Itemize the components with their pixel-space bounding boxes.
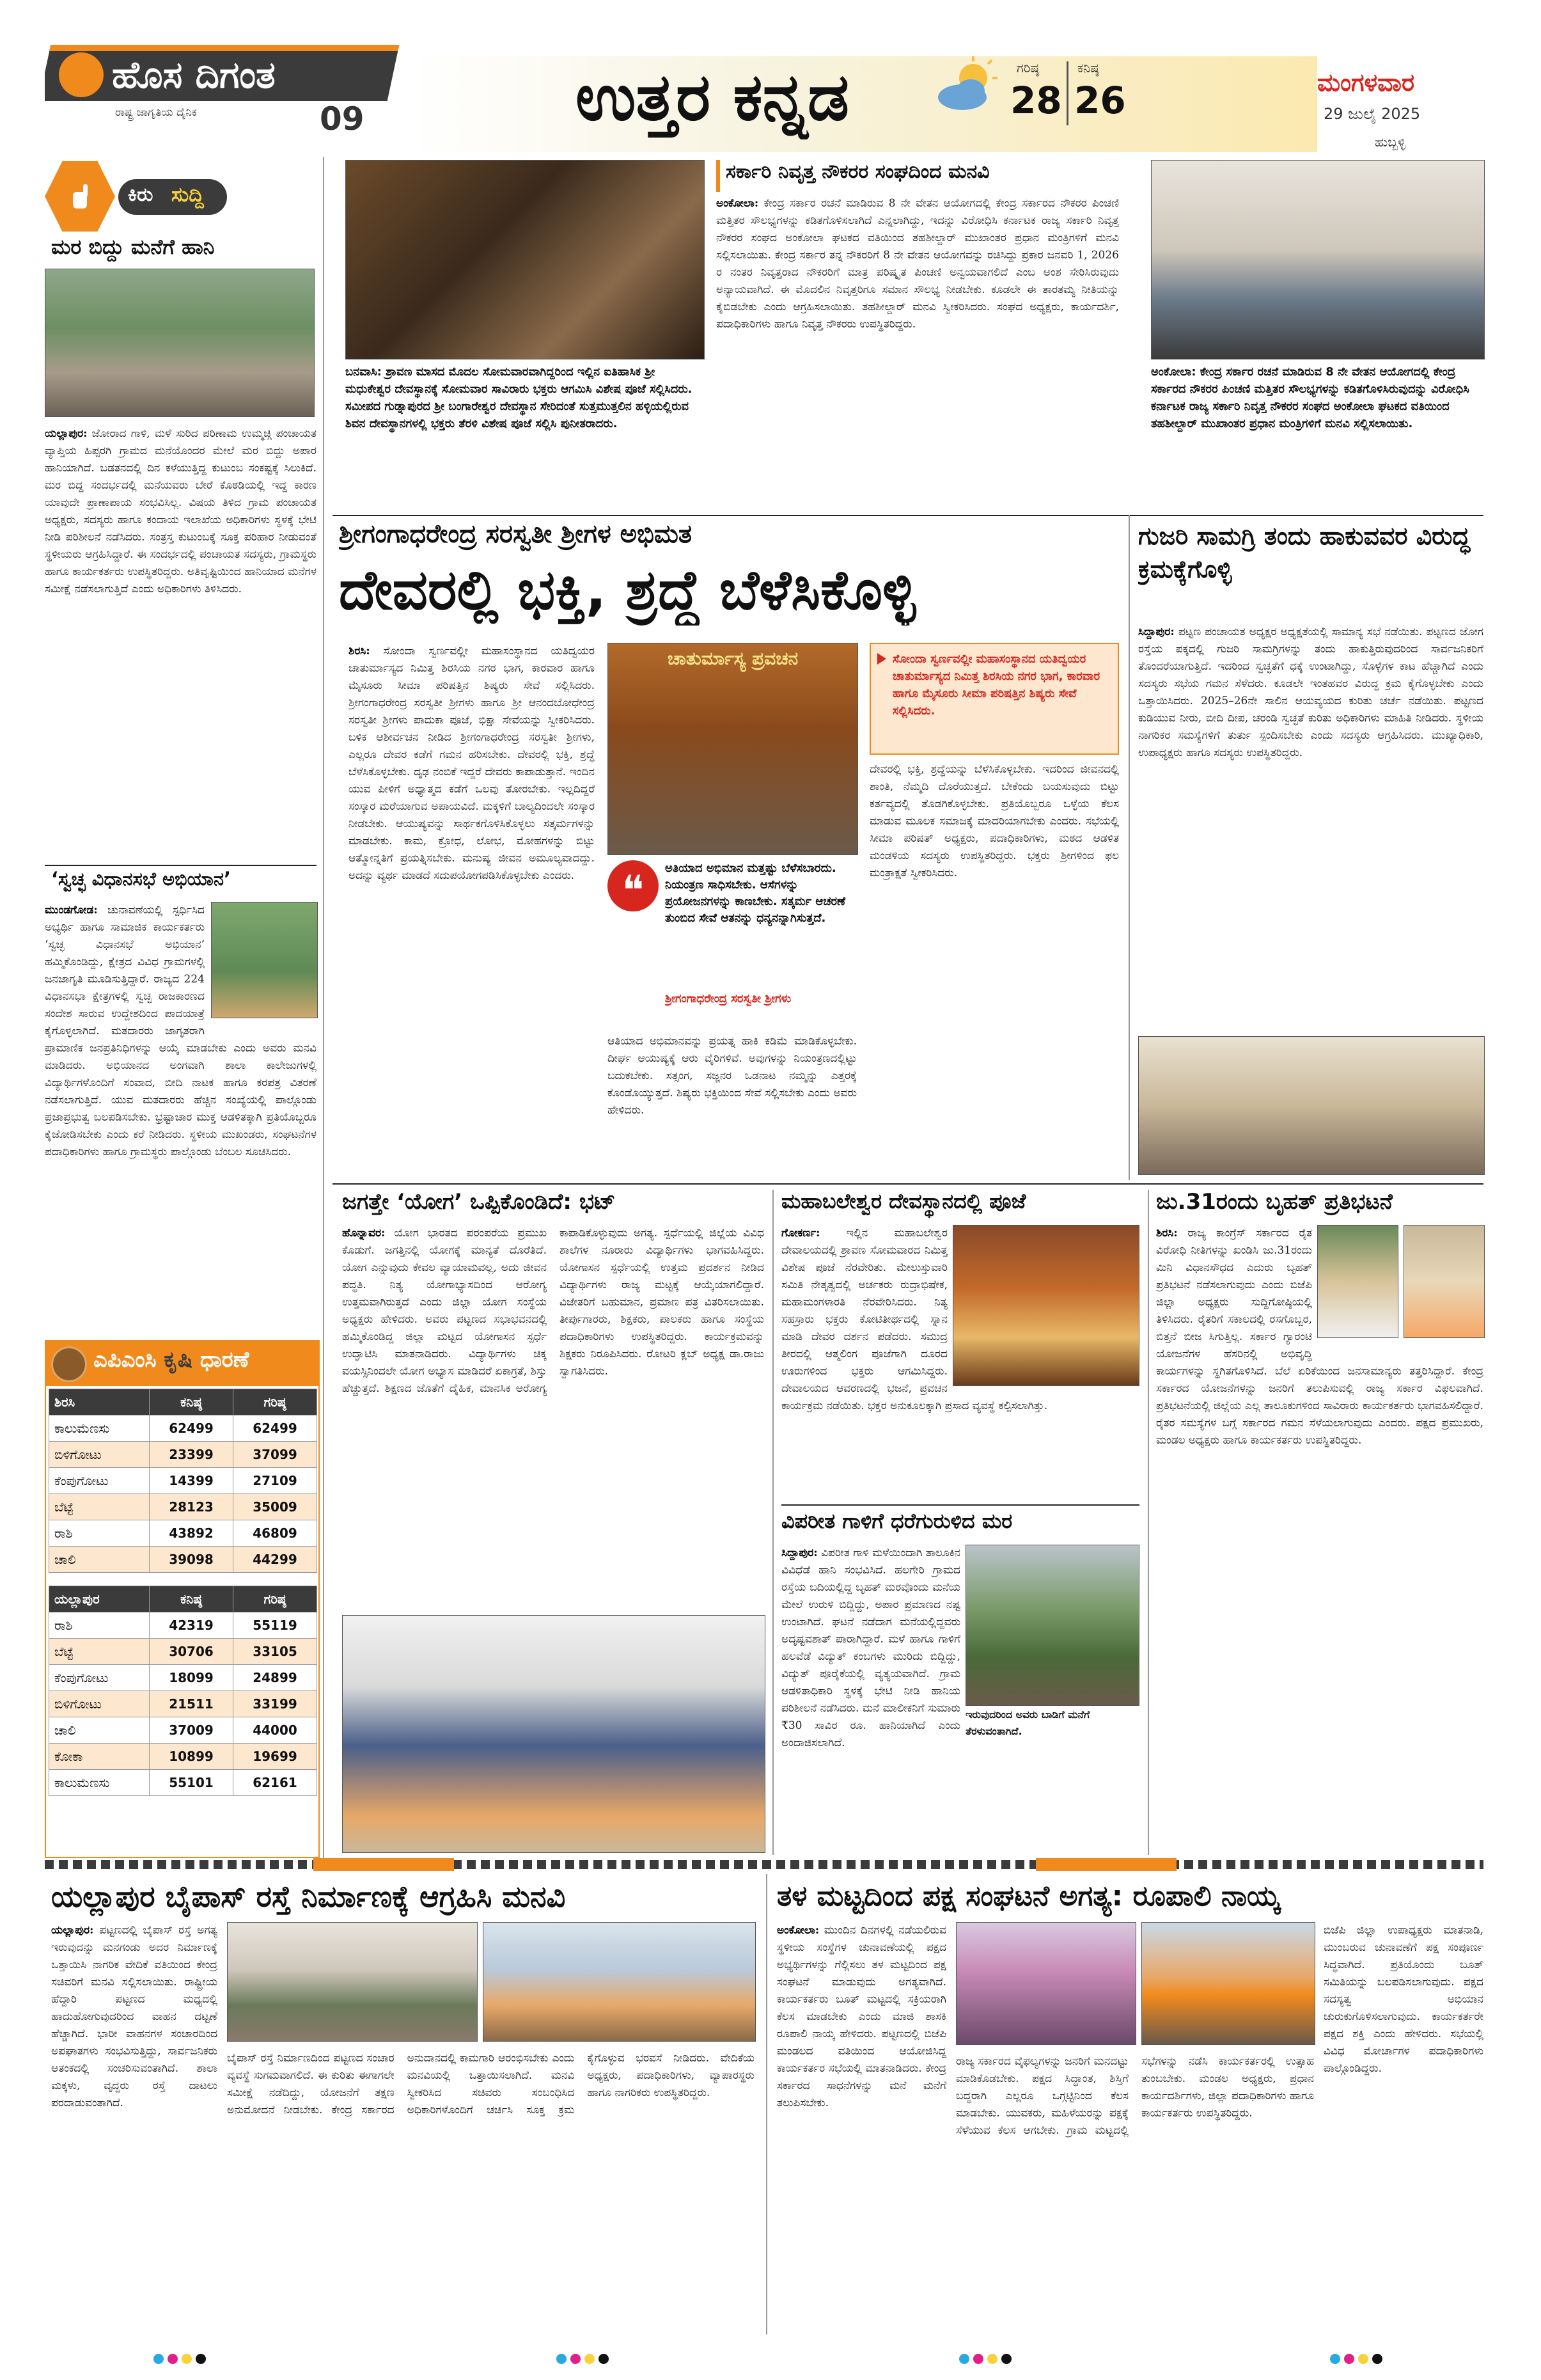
temp-min: 26: [1074, 79, 1126, 122]
apmc-title: ಎಪಿಎಂಸಿ ಕೃಷಿ ಧಾರಣೆ: [93, 1348, 249, 1373]
reg-dot: [959, 2354, 969, 2364]
column-rule-bottom: [766, 1874, 767, 2335]
apmc-box: [45, 1340, 320, 1858]
column-rule-mid3: [1148, 1190, 1149, 1855]
weekday: ಮಂಗಳವಾರ: [1317, 69, 1415, 97]
lead-quote-box: [607, 860, 857, 1027]
rupali-body-2: [956, 2053, 1314, 2331]
ankola-photo: [1151, 160, 1485, 359]
gujari-body: [1138, 624, 1483, 1027]
lead-body-2: [607, 1033, 857, 1148]
table-row: ಚಾಲಿ: [49, 1547, 150, 1573]
rupali-text-2: ರಾಜ್ಯ ಸರ್ಕಾರದ ವೈಫಲ್ಯಗಳನ್ನು ಜನರಿಗೆ ಮನದಟ್ಟು ಮಾಡಿಕೊಡಬೇಕು. ಪಕ್ಷದ ಸಿದ್ಧಾಂತ, ಶಿಸ್ತಿಗೆ ಬದ್ಧರಾಗಿ ಎಲ್ಲರೂ ಒಗ್ಗಟ್ಟಿನಿಂದ ಕೆಲಸ ಮಾಡಬೇಕು. ಯುವಕರು, ಮಹಿಳೆಯರನ್ನು ಪಕ್ಷಕ್ಕೆ ಸೆಳೆಯುವ ಕೆಲಸ ಆಗಬೇಕು. ಗ್ರಾಮ ಮಟ್ಟದಲ್ಲಿ ಸಭೆಗಳನ್ನು ನಡೆಸಿ ಕಾರ್ಯಕರ್ತರಲ್ಲಿ ಉತ್ಸಾಹ ತುಂಬಬೇಕು. ಮಂಡಲ ಅಧ್ಯಕ್ಷರು, ಪ್ರಧಾನ ಕಾರ್ಯದರ್ಶಿಗಳು, ಜಿಲ್ಲಾ ಪದಾಧಿಕಾರಿಗಳು ಹಾಗೂ ಕಾರ್ಯಕರ್ತರು ಉಪಸ್ಥಿತರಿದ್ದರು.: [956, 2055, 1314, 2137]
logo-block: [45, 45, 403, 141]
reg-dot: [1344, 2354, 1354, 2364]
table-row: ಕಾಲುಮೆಣಸು: [49, 1770, 150, 1796]
masthead: [0, 0, 1541, 154]
rupali-photo-2: [1141, 1922, 1315, 2045]
table-row: ರಾಶಿ: [49, 1612, 150, 1639]
gujari-text: ಪಟ್ಟಣ ಪಂಚಾಯತ ಅಧ್ಯಕ್ಷರ ಅಧ್ಯಕ್ಷತೆಯಲ್ಲಿ ಸಾಮಾನ್ಯ ಸಭೆ ನಡೆಯಿತು. ಪಟ್ಟಣದ ಜೋಗ ರಸ್ತೆಯ ಪಕ್ಕದಲ್ಲಿ ಗುಜರಿ ಸಾಮಗ್ರಿಗಳನ್ನು ತಂದು ಹಾಕುತ್ತಿರುವುದರಿಂದ ಸಾರ್ವಜನಿಕರಿಗೆ ತೊಂದರೆಯಾಗುತ್ತಿದೆ. ಇದರಿಂದ ಸ್ವಚ್ಛತೆಗೆ ಧಕ್ಕೆ ಉಂಟಾಗಿದ್ದು, ಸೊಳ್ಳೆಗಳ ಕಾಟ ಹೆಚ್ಚಾಗಿದೆ ಎಂದು ಸದಸ್ಯರು ಸಭೆಯ ಗಮನ ಸೆಳೆದರು. ಕೂಡಲೇ ಇಂತಹವರ ವಿರುದ್ಧ ಕ್ರಮ ಕೈಗೊಳ್ಳಬೇಕು ಎಂದು ಒತ್ತಾಯಿಸಿದರು. 2025–26ನೇ ಸಾಲಿನ ಆಯವ್ಯಯದ ಕುರಿತು ಚರ್ಚೆ ನಡೆಯಿತು. ಪಟ್ಟಣದ ಕುಡಿಯುವ ನೀರು, ಬೀದಿ ದೀಪ, ಚರಂಡಿ ಸ್ವಚ್ಛತೆ ಕುರಿತು ಅಧಿಕಾರಿಗಳು ಮಾಹಿತಿ ನೀಡಿದರು. ಸ್ಥಳೀಯ ನಾಗರಿಕರ ಸಮಸ್ಯೆಗಳಿಗೆ ತುರ್ತು ಸ್ಪಂದಿಸಬೇಕು ಎಂದು ಸದಸ್ಯರು ಆಗ್ರಹಿಸಿದರು. ಮುಖ್ಯಾಧಿಕಾರಿ, ಉಪಾಧ್ಯಕ್ಷರು ಹಾಗೂ ಸದಸ್ಯರು ಉಪಸ್ಥಿತರಿದ್ದರು.: [1138, 626, 1483, 759]
lead-body-1: [348, 643, 595, 1148]
rupali-text-1: ಮುಂದಿನ ದಿನಗಳಲ್ಲಿ ನಡೆಯಲಿರುವ ಸ್ಥಳೀಯ ಸಂಸ್ಥೆಗಳ ಚುನಾವಣೆಯಲ್ಲಿ ಪಕ್ಷದ ಅಭ್ಯರ್ಥಿಗಳನ್ನು ಗೆಲ್ಲಿಸಲು ತಳ ಮಟ್ಟದಿಂದ ಪಕ್ಷ ಸಂಘಟನೆ ಮಾಡುವುದು ಅಗತ್ಯವಾಗಿದೆ. ಕಾರ್ಯಕರ್ತರು ಬೂತ್ ಮಟ್ಟದಲ್ಲಿ ಸಕ್ರಿಯರಾಗಿ ಕೆಲಸ ಮಾಡಬೇಕು ಎಂದು ಮಾಜಿ ಶಾಸಕಿ ರೂಪಾಲಿ ನಾಯ್ಕ ಹೇಳಿದರು. ಪಟ್ಟಣದಲ್ಲಿ ಬಿಜೆಪಿ ಮಂಡಲದ ವತಿಯಿಂದ ಆಯೋಜಿಸಿದ್ದ ಕಾರ್ಯಕರ್ತರ ಸಭೆಯಲ್ಲಿ ಮಾತನಾಡಿದರು. ಕೇಂದ್ರ ಸರ್ಕಾರದ ಸಾಧನೆಗಳನ್ನು ಮನೆ ಮನೆಗೆ ತಲುಪಿಸಬೇಕು.: [777, 1924, 946, 2109]
mahabaleshwar-dateline: ಗೋಕರ್ಣ:: [781, 1227, 820, 1240]
kiru-dateline: ಯಲ್ಲಾಪುರ:: [45, 427, 88, 440]
mid-row-rule: [781, 1504, 1139, 1506]
lead-headline: ದೇವರಲ್ಲಿ ಭಕ್ತಿ, ಶ್ರದ್ಧೆ ಬೆಳೆಸಿಕೊಳ್ಳಿ: [339, 558, 916, 622]
kiru-label: ಕಿರು: [128, 184, 153, 206]
tree-body: [781, 1545, 1139, 1852]
table-row: ಕೆಂಪುಗೋಟು: [49, 1468, 150, 1494]
triangle-icon: [877, 653, 886, 665]
yoga-text: ಯೋಗ ಭಾರತದ ಪರಂಪರೆಯ ಪ್ರಮುಖ ಕೊಡುಗೆ. ಜಗತ್ತಿನಲ್ಲಿ ಯೋಗಕ್ಕೆ ಮಾನ್ಯತೆ ದೊರೆತಿದೆ. ಯೋಗ ಎನ್ನುವುದು ಕೇವಲ ವ್ಯಾಯಾಮವಲ್ಲ, ಅದು ಜೀವನ ಪದ್ಧತಿ. ನಿತ್ಯ ಯೋಗಾಭ್ಯಾಸದಿಂದ ಆರೋಗ್ಯ ಉತ್ತಮವಾಗಿರುತ್ತದೆ ಎಂದು ಜಿಲ್ಲಾ ಯೋಗ ಸಂಸ್ಥೆಯ ಅಧ್ಯಕ್ಷರು ಹೇಳಿದರು. ಅವರು ಪಟ್ಟಣದ ಸಭಾಭವನದಲ್ಲಿ ಹಮ್ಮಿಕೊಂಡಿದ್ದ ಜಿಲ್ಲಾ ಮಟ್ಟದ ಯೋಗಾಸನ ಸ್ಪರ್ಧೆ ಉದ್ಘಾಟಿಸಿ ಮಾತನಾಡಿದರು. ವಿದ್ಯಾರ್ಥಿಗಳು ಚಿಕ್ಕ ವಯಸ್ಸಿನಿಂದಲೇ ಯೋಗ ಅಭ್ಯಾಸ ಮಾಡಿದರೆ ಏಕಾಗ್ರತೆ, ಶಿಸ್ತು ಹೆಚ್ಚುತ್ತದೆ. ಶಿಕ್ಷಣದ ಜೊತೆಗೆ ದೈಹಿಕ, ಮಾನಸಿಕ ಆರೋಗ್ಯ ಕಾಪಾಡಿಕೊಳ್ಳುವುದು ಅಗತ್ಯ. ಸ್ಪರ್ಧೆಯಲ್ಲಿ ಜಿಲ್ಲೆಯ ವಿವಿಧ ಶಾಲೆಗಳ ನೂರಾರು ವಿದ್ಯಾರ್ಥಿಗಳು ಭಾಗವಹಿಸಿದ್ದರು. ಯೋಗಾಸನ ಸ್ಪರ್ಧೆಯಲ್ಲಿ ಉತ್ತಮ ಪ್ರದರ್ಶನ ನೀಡಿದ ವಿದ್ಯಾರ್ಥಿಗಳು ರಾಜ್ಯ ಮಟ್ಟಕ್ಕೆ ಆಯ್ಕೆಯಾಗಲಿದ್ದಾರೆ. ವಿಜೇತರಿಗೆ ಬಹುಮಾನ, ಪ್ರಮಾಣ ಪತ್ರ ವಿತರಿಸಲಾಯಿತು. ತೀರ್ಪುಗಾರರು, ಶಿಕ್ಷಕರು, ಪಾಲಕರು ಹಾಗೂ ಸಂಸ್ಥೆಯ ಪದಾಧಿಕಾರಿಗಳು ಉಪಸ್ಥಿತರಿದ್ದರು. ಕಾರ್ಯಕ್ರಮವನ್ನು ಶಿಕ್ಷಕರು ನಿರೂಪಿಸಿದರು. ರೋಟರಿ ಕ್ಲಬ್ ಅಧ್ಯಕ್ಷ ಡಾ.ರಾಜು ಸ್ವಾಗತಿಸಿದರು.: [342, 1227, 764, 1395]
reg-dot: [987, 2354, 997, 2364]
reg-dot: [153, 2354, 164, 2364]
protest-text: ರಾಜ್ಯ ಕಾಂಗ್ರೆಸ್ ಸರ್ಕಾರದ ರೈತ ವಿರೋಧಿ ನೀತಿಗಳನ್ನು ಖಂಡಿಸಿ ಜು.31ರಂದು ಮಿನಿ ವಿಧಾನಸೌಧದ ಎದುರು ಬೃಹತ್ ಪ್ರತಿಭಟನೆ ನಡೆಸಲಾಗುವುದು ಎಂದು ಬಿಜೆಪಿ ಜಿಲ್ಲಾ ಅಧ್ಯಕ್ಷರು ಸುದ್ದಿಗೋಷ್ಠಿಯಲ್ಲಿ ತಿಳಿಸಿದರು. ರೈತರಿಗೆ ಸಕಾಲದಲ್ಲಿ ರಸಗೊಬ್ಬರ, ಬಿತ್ತನೆ ಬೀಜ ಸಿಗುತ್ತಿಲ್ಲ. ಸರ್ಕಾರ ಗ್ಯಾರಂಟಿ ಯೋಜನೆಗಳ ಹೆಸರಿನಲ್ಲಿ ಅಭಿವೃದ್ಧಿ ಕಾರ್ಯಗಳನ್ನು ಸ್ಥಗಿತಗೊಳಿಸಿದೆ. ಬೆಲೆ ಏರಿಕೆಯಿಂದ ಜನಸಾಮಾನ್ಯರು ತತ್ತರಿಸಿದ್ದಾರೆ. ಕೇಂದ್ರ ಸರ್ಕಾರದ ಯೋಜನೆಗಳನ್ನು ಜನರಿಗೆ ತಲುಪಿಸುವಲ್ಲಿ ರಾಜ್ಯ ಸರ್ಕಾರ ವಿಫಲವಾಗಿದೆ. ಪ್ರತಿಭಟನೆಯಲ್ಲಿ ಜಿಲ್ಲೆಯ ಎಲ್ಲ ತಾಲೂಕುಗಳಿಂದ ಸಾವಿರಾರು ಕಾರ್ಯಕರ್ತರು ಭಾಗವಹಿಸಲಿದ್ದಾರೆ. ರೈತರ ಸಮಸ್ಯೆಗಳ ಬಗ್ಗೆ ಸರ್ಕಾರದ ಗಮನ ಸೆಳೆಯಲಾಗುವುದು ಎಂದರು. ಪಕ್ಷದ ಪ್ರಮುಖರು, ಮಂಡಲ ಅಧ್ಯಕ್ಷರು ಹಾಗೂ ಕಾರ್ಯಕರ್ತರು ಉಪಸ್ಥಿತರಿದ್ದರು.: [1156, 1227, 1483, 1447]
temp-min-label: ಕನಿಷ್ಠ: [1077, 60, 1099, 75]
coin-icon: [51, 1346, 87, 1382]
page-number: 09: [320, 101, 364, 138]
row-rule-2: [332, 1183, 1483, 1185]
reg-dot: [1001, 2354, 1012, 2364]
ankola-caption: ಅಂಕೋಲಾ: ಕೇಂದ್ರ ಸರ್ಕಾರ ರಚನೆ ಮಾಡಿರುವ 8 ನೇ ವೇತನ ಆಯೋಗದಲ್ಲಿ ಕೇಂದ್ರ ಸರ್ಕಾರದ ನೌಕರರ ಪಿಂಚಣಿ ಮತ್ತಿತರ ಸೌಲಭ್ಯಗಳನ್ನು ಕಡಿತಗೊಳಿಸಿರುವುದನ್ನು ವಿರೋಧಿಸಿ ಕರ್ನಾಟಕ ರಾಜ್ಯ ಸರ್ಕಾರಿ ನಿವೃತ್ತ ನೌಕರರ ಸಂಘದ ಅಂಕೋಲಾ ಘಟಕದ ವತಿಯಿಂದ ತಹಶೀಲ್ದಾರ್ ಮುಖಾಂತರ ಪ್ರಧಾನ ಮಂತ್ರಿಗಳಿಗೆ ಮನವಿ ಸಲ್ಲಿಸಲಾಯಿತು.: [1151, 365, 1469, 430]
column-rule-left: [323, 157, 324, 1858]
rupali-photo-1: [956, 1922, 1136, 2045]
mahabaleshwar-title: ಮಹಾಬಲೇಶ್ವರ ದೇವಸ್ಥಾನದಲ್ಲಿ ಪೂಜೆ: [781, 1190, 1026, 1213]
lead-pull-box: [870, 643, 1119, 755]
gujari-title: ಗುಜರಿ ಸಾಮಗ್ರಿ ತಂದು ಹಾಕುವವರ ವಿರುದ್ಧ ಕ್ರಮಕ್ಕೆಗೊಳ್ಳಿ: [1138, 522, 1471, 583]
lead-photo: [607, 643, 858, 855]
banavasi-caption: ಬನವಾಸಿ: ಶ್ರಾವಣ ಮಾಸದ ಮೊದಲ ಸೋಮವಾರವಾಗಿದ್ದರಿಂದ ಇಲ್ಲಿನ ಐತಿಹಾಸಿಕ ಶ್ರೀ ಮಧುಕೇಶ್ವರ ದೇವಸ್ಥಾನಕ್ಕೆ ಸೋಮವಾರ ಸಾವಿರಾರು ಭಕ್ತರು ಆಗಮಿಸಿ ವಿಶೇಷ ಪೂಜೆ ಸಲ್ಲಿಸಿದರು. ಸಮೀಪದ ಗುಡ್ನಾಪುರದ ಶ್ರೀ ಬಂಗಾರೇಶ್ವರ ದೇವಸ್ಥಾನ ಸೇರಿದಂತೆ ಸುತ್ತಮುತ್ತಲಿನ ಹಳ್ಳಿಯಲ್ಲಿರುವ ಶಿವನ ದೇವಸ್ಥಾನಗಳಲ್ಲಿ ಭಕ್ತರು ತೆರಳಿ ವಿಶೇಷ ಪೂಜೆ ಸಲ್ಲಿಸಿ ಪುನೀತರಾದರು.: [345, 365, 692, 430]
pension-body: [716, 195, 1119, 508]
mahabaleshwar-text: ಇಲ್ಲಿನ ಮಹಾಬಲೇಶ್ವರ ದೇವಾಲಯದಲ್ಲಿ ಶ್ರಾವಣ ಸೋಮವಾರದ ನಿಮಿತ್ತ ವಿಶೇಷ ಪೂಜೆ ನೆರವೇರಿತು. ಮೇಲುಸ್ತುವಾರಿ ಸಮಿತಿ ನೇತೃತ್ವದಲ್ಲಿ ಅರ್ಚಕರು ರುದ್ರಾಭಿಷೇಕ, ಮಹಾಮಂಗಳಾರತಿ ನೆರವೇರಿಸಿದರು. ನಿತ್ಯ ಸಹಸ್ರಾರು ಭಕ್ತರು ಕೋಟಿತೀರ್ಥದಲ್ಲಿ ಸ್ನಾನ ಮಾಡಿ ದೇವರ ದರ್ಶನ ಪಡೆದರು. ಸಮುದ್ರ ತೀರದಲ್ಲಿ ಆತ್ಮಲಿಂಗ ಪೂಜೆಗಾಗಿ ದೂರದ ಊರುಗಳಿಂದ ಭಕ್ತರು ಆಗಮಿಸಿದ್ದರು. ದೇವಾಲಯದ ಆವರಣದಲ್ಲಿ ಭಜನೆ, ಪ್ರವಚನ ಕಾರ್ಯಕ್ರಮ ನಡೆಯಿತು. ಭಕ್ತರ ಅನುಕೂಲಕ್ಕಾಗಿ ಪ್ರಸಾದ ವ್ಯವಸ್ಥೆ ಕಲ್ಪಿಸಲಾಗಿತ್ತು.: [781, 1227, 1048, 1412]
reg-dot: [182, 2354, 192, 2364]
bypass-text-2: ಬೈಪಾಸ್ ರಸ್ತೆ ನಿರ್ಮಾಣದಿಂದ ಪಟ್ಟಣದ ಸಂಚಾರ ವ್ಯವಸ್ಥೆ ಸುಗಮವಾಗಲಿದೆ. ಈ ಕುರಿತು ಈಗಾಗಲೇ ಸಮೀಕ್ಷೆ ನಡೆದಿದ್ದು, ಯೋಜನೆಗೆ ತಕ್ಷಣ ಅನುಮೋದನೆ ನೀಡಬೇಕು. ಕೇಂದ್ರ ಸರ್ಕಾರದ ಅನುದಾನದಲ್ಲಿ ಕಾಮಗಾರಿ ಆರಂಭಿಸಬೇಕು ಎಂದು ಮನವಿಯಲ್ಲಿ ಒತ್ತಾಯಿಸಲಾಗಿದೆ. ಮನವಿ ಸ್ವೀಕರಿಸಿದ ಸಚಿವರು ಸಂಬಂಧಿಸಿದ ಅಧಿಕಾರಿಗಳೊಂದಿಗೆ ಚರ್ಚಿಸಿ ಸೂಕ್ತ ಕ್ರಮ ಕೈಗೊಳ್ಳುವ ಭರವಸೆ ನೀಡಿದರು. ವೇದಿಕೆಯ ಅಧ್ಯಕ್ಷರು, ಪದಾಧಿಕಾರಿಗಳು, ವ್ಯಾಪಾರಸ್ಥರು ಹಾಗೂ ನಾಗರಿಕರು ಉಪಸ್ಥಿತರಿದ್ದರು.: [227, 2052, 755, 2116]
lead-kicker: ಶ್ರೀಗಂಗಾಧರೇಂದ್ರ ಸರಸ್ವತೀ ಶ್ರೀಗಳ ಅಭಿಮತ: [339, 519, 692, 549]
pension-dateline: ಅಂಕೋಲಾ:: [716, 197, 759, 210]
reg-dot: [584, 2354, 595, 2364]
paper-name: ಹೊಸ ದಿಗಂತ: [112, 54, 276, 97]
table-row: ಬೆಟ್ಟೆ: [49, 1494, 150, 1520]
rupali-text-3: ಬಿಜೆಪಿ ಜಿಲ್ಲಾ ಉಪಾಧ್ಯಕ್ಷರು ಮಾತನಾಡಿ, ಮುಂಬರುವ ಚುನಾವಣೆಗೆ ಪಕ್ಷ ಸಂಪೂರ್ಣ ಸಿದ್ಧವಾಗಿದೆ. ಪ್ರತಿಯೊಂದು ಬೂತ್ ಸಮಿತಿಯನ್ನು ಬಲಪಡಿಸಲಾಗುವುದು. ಪಕ್ಷದ ಸದಸ್ಯತ್ವ ಅಭಿಯಾನ ಚುರುಕುಗೊಳಿಸಲಾಗುವುದು. ಕಾರ್ಯಕರ್ತರೇ ಪಕ್ಷದ ಶಕ್ತಿ ಎಂದು ಹೇಳಿದರು. ಸಭೆಯಲ್ಲಿ ವಿವಿಧ ಮೋರ್ಚಾಗಳ ಪದಾಧಿಕಾರಿಗಳು ಪಾಲ್ಗೊಂಡಿದ್ದರು.: [1324, 1924, 1483, 2075]
swachh-text: ಚುನಾವಣೆಯಲ್ಲಿ ಸ್ಪರ್ಧಿಸಿದ ಅಭ್ಯರ್ಥಿ ಹಾಗೂ ಸಾಮಾಜಿಕ ಕಾರ್ಯಕರ್ತರು ‘ಸ್ವಚ್ಛ ವಿಧಾನಸಭೆ ಅಭಿಯಾನ’ ಹಮ್ಮಿಕೊಂಡಿದ್ದು, ಕ್ಷೇತ್ರದ ವಿವಿಧ ಗ್ರಾಮಗಳಲ್ಲಿ ಜನಜಾಗೃತಿ ಮೂಡಿಸುತ್ತಿದ್ದಾರೆ. ರಾಜ್ಯದ 224 ವಿಧಾನಸಭಾ ಕ್ಷೇತ್ರಗಳಲ್ಲಿ ಸ್ವಚ್ಛ ರಾಜಕಾರಣದ ಸಂದೇಶ ಸಾರುವ ಉದ್ದೇಶದಿಂದ ಪಾದಯಾತ್ರೆ ಕೈಗೊಳ್ಳಲಾಗಿದೆ. ಮತದಾರರು ಜಾಗೃತರಾಗಿ ಪ್ರಾಮಾಣಿಕ ಜನಪ್ರತಿನಿಧಿಗಳನ್ನು ಆಯ್ಕೆ ಮಾಡಬೇಕು ಎಂದು ಅವರು ಮನವಿ ಮಾಡಿದರು. ಅಭಿಯಾನದ ಅಂಗವಾಗಿ ಶಾಲಾ ಕಾಲೇಜುಗಳಲ್ಲಿ ವಿದ್ಯಾರ್ಥಿಗಳೊಂದಿಗೆ ಸಂವಾದ, ಬೀದಿ ನಾಟಕ ಹಾಗೂ ಕರಪತ್ರ ವಿತರಣೆ ನಡೆಸಲಾಗುತ್ತಿದೆ. ಯುವ ಮತದಾರರು ಹೆಚ್ಚಿನ ಸಂಖ್ಯೆಯಲ್ಲಿ ಪಾಲ್ಗೊಂಡು ಪ್ರಜಾಪ್ರಭುತ್ವ ಬಲಪಡಿಸಬೇಕು. ಭ್ರಷ್ಟಾಚಾರ ಮುಕ್ತ ಆಡಳಿತಕ್ಕಾಗಿ ಪ್ರತಿಯೊಬ್ಬರೂ ಕೈಜೋಡಿಸಬೇಕು ಎಂದು ಕರೆ ನೀಡಿದರು. ಸ್ಥಳೀಯ ಮುಖಂಡರು, ಸಂಘಟನೆಗಳ ಪದಾಧಿಕಾರಿಗಳು ಹಾಗೂ ಗ್ರಾಮಸ್ಥರು ಪಾಲ್ಗೊಂಡು ಬೆಂಬಲ ಸೂಚಿಸಿದರು.: [45, 904, 317, 1158]
reg-dot: [1372, 2354, 1382, 2364]
apmc-table-sirsi: ಶಿರಸಿ ಕನಿಷ್ಠ ಗರಿಷ್ಠ ಕಾಲುಮೆಣಸು 62499 62499 ಬಿಳಿಗೋಟು 23399 37099 ಕೆಂಪುಗೋಟು 14399 27109 ಬೆಟ್ಟೆ 28123 35009 ರಾಶಿ 43892 46809 ಚಾಲಿ 39098 44299: [49, 1389, 317, 1573]
rupali-body-3: [1324, 1922, 1483, 2331]
tree-dateline: ಸಿದ್ದಾಪುರ:: [781, 1547, 818, 1559]
mahabaleshwar-body: [781, 1225, 1139, 1503]
quote-icon: ❝: [607, 860, 659, 911]
reg-dot: [556, 2354, 567, 2364]
table-row: ಬಿಳಿಗೋಟು: [49, 1691, 150, 1717]
column-rule-mid2: [772, 1190, 774, 1855]
banavasi-photo: [345, 160, 705, 359]
kiru-badge: [45, 161, 230, 232]
kiru-title: ಮರ ಬಿದ್ದು ಮನೆಗೆ ಹಾನಿ: [51, 235, 215, 259]
protest-dateline: ಶಿರಸಿ:: [1156, 1227, 1178, 1240]
lead-dateline: ಶಿರಸಿ:: [348, 645, 370, 658]
bypass-title: ಯಲ್ಲಾಪುರ ಬೈಪಾಸ್ ರಸ್ತೆ ನಿರ್ಮಾಣಕ್ಕೆ ಆಗ್ರಹಿಸಿ ಮನವಿ: [51, 1879, 566, 1914]
table-row: ಕೆಂಪುಗೋಟು: [49, 1665, 150, 1691]
swachh-body: [45, 902, 317, 1328]
hand-icon: [64, 180, 96, 212]
column-rule-mid: [1129, 515, 1130, 1180]
table-row: ಕಾಲುಮೆಣಸು: [49, 1415, 150, 1442]
apmc-table-yellapur: ಯಲ್ಲಾಪುರ ಕನಿಷ್ಠ ಗರಿಷ್ಠ ರಾಶಿ 42319 55119 ಬೆಟ್ಟೆ 30706 33105 ಕೆಂಪುಗೋಟು 18099 24899 ಬಿಳಿಗೋಟು 21511 33199 ಚಾಲಿ 37009 44000 ಕೋಕಾ 10899 19699 ಕಾಲುಮೆಣಸು 55101 62161: [49, 1586, 317, 1796]
kiru-body: [45, 425, 317, 864]
place: ಯಲ್ಲಾಪುರ: [49, 1586, 150, 1612]
photo-banner: ಚಾತುರ್ಮಾಸ್ಯ ಪ್ರವಚನ: [667, 649, 799, 669]
bypass-photo-2: [483, 1922, 756, 2042]
protest-title: ಜು.31ರಂದು ಬೃಹತ್ ಪ್ರತಿಭಟನೆ: [1156, 1190, 1393, 1215]
lead-quote-by: ಶ್ರೀಗಂಗಾಧರೇಂದ್ರ ಸರಸ್ವತೀ ಶ್ರೀಗಳು: [665, 992, 792, 1005]
rupali-body-1: [777, 1922, 946, 2331]
tree-caption: ಇರುವುದರಿಂದ ಅವರು ಬಾಡಿಗೆ ಮನೆಗೆ ತೆರಳುವಂತಾಗಿದೆ.: [966, 1708, 1090, 1737]
swachh-title: ‘ಸ್ವಚ್ಛ ವಿಧಾನಸಭೆ ಅಭಿಯಾನ’: [51, 869, 231, 890]
bottom-divider: [45, 1860, 1483, 1869]
protest-body: [1156, 1225, 1483, 1855]
logo-emblem: [59, 52, 104, 97]
row-rule-1: [332, 515, 1483, 516]
yoga-body: [342, 1225, 764, 1609]
bypass-text-1: ಪಟ್ಟಣದಲ್ಲಿ ಬೈಪಾಸ್ ರಸ್ತೆ ಅಗತ್ಯ ಇರುವುದನ್ನು ಮನಗಂಡು ಅದರ ನಿರ್ಮಾಣಕ್ಕೆ ಒತ್ತಾಯಿಸಿ ನಾಗರಿಕ ವೇದಿಕೆ ವತಿಯಿಂದ ಕೇಂದ್ರ ಸಚಿವರಿಗೆ ಮನವಿ ಸಲ್ಲಿಸಲಾಯಿತು. ರಾಷ್ಟ್ರೀಯ ಹೆದ್ದಾರಿ ಪಟ್ಟಣದ ಮಧ್ಯದಲ್ಲಿ ಹಾದುಹೋಗುವುದರಿಂದ ವಾಹನ ದಟ್ಟಣೆ ಹೆಚ್ಚಾಗಿದೆ. ಭಾರೀ ವಾಹನಗಳ ಸಂಚಾರದಿಂದ ಅಪಘಾತಗಳು ಸಂಭವಿಸುತ್ತಿದ್ದು, ಸಾರ್ವಜನಿಕರು ಆತಂಕದಲ್ಲಿ ಸಂಚರಿಸುವಂತಾಗಿದೆ. ಶಾಲಾ ಮಕ್ಕಳು, ವೃದ್ಧರು ರಸ್ತೆ ದಾಟಲು ಪರದಾಡುವಂತಾಗಿದೆ.: [51, 1924, 217, 2109]
reg-dot: [598, 2354, 609, 2364]
tree-text: ವಿಪರೀತ ಗಾಳಿ ಮಳೆಯಿಂದಾಗಿ ತಾಲೂಕಿನ ವಿವಿಧೆಡೆ ಹಾನಿ ಸಂಭವಿಸಿದೆ. ಹಲಗೇರಿ ಗ್ರಾಮದ ರಸ್ತೆಯ ಬದಿಯಲ್ಲಿದ್ದ ಬೃಹತ್ ಮರವೊಂದು ಮನೆಯ ಮೇಲೆ ಉರುಳಿ ಬಿದ್ದಿದ್ದು, ಅಪಾರ ಪ್ರಮಾಣದ ನಷ್ಟ ಉಂಟಾಗಿದೆ. ಘಟನೆ ನಡೆದಾಗ ಮನೆಯಲ್ಲಿದ್ದವರು ಅದೃಷ್ಟವಶಾತ್ ಪಾರಾಗಿದ್ದಾರೆ. ಮಳೆ ಹಾಗೂ ಗಾಳಿಗೆ ಹಲವೆಡೆ ವಿದ್ಯುತ್ ಕಂಬಗಳು ಮುರಿದು ಬಿದ್ದಿದ್ದು, ವಿದ್ಯುತ್ ಪೂರೈಕೆಯಲ್ಲಿ ವ್ಯತ್ಯಯವಾಗಿದೆ. ಗ್ರಾಮ ಆಡಳಿತಾಧಿಕಾರಿ ಸ್ಥಳಕ್ಕೆ ಭೇಟಿ ನೀಡಿ ಹಾನಿಯ ಪರಿಶೀಲನೆ ನಡೆಸಿದರು. ಮನೆ ಮಾಲೀಕನಿಗೆ ಸುಮಾರು ₹30 ಸಾವಿರ ರೂ. ಹಾನಿಯಾಗಿದೆ ಎಂದು ಅಂದಾಜಿಸಲಾಗಿದೆ.: [781, 1547, 960, 1749]
kiru-text: ಜೋರಾದ ಗಾಳಿ, ಮಳೆ ಸುರಿದ ಪರಿಣಾಮ ಉಮ್ಮಚ್ಗಿ ಪಂಚಾಯತ ವ್ಯಾಪ್ತಿಯ ಹಿಪ್ಪರಗಿ ಗ್ರಾಮದ ಮನೆಯೊಂದರ ಮೇಲೆ ಮರ ಬಿದ್ದು ಅಪಾರ ಹಾನಿಯಾಗಿದೆ. ಬಡತನದಲ್ಲಿ ದಿನ ಕಳೆಯುತ್ತಿದ್ದ ಕುಟುಂಬ ಸಂಕಷ್ಟಕ್ಕೆ ಸಿಲುಕಿದೆ. ಮರ ಬಿದ್ದ ಸಂದರ್ಭದಲ್ಲಿ ಮನೆಯವರು ಬೇರೆ ಕೊಠಡಿಯಲ್ಲಿ ಇದ್ದ ಕಾರಣ ಯಾವುದೇ ಪ್ರಾಣಾಪಾಯ ಸಂಭವಿಸಿಲ್ಲ. ವಿಷಯ ತಿಳಿದ ಗ್ರಾಮ ಪಂಚಾಯತ ಅಧ್ಯಕ್ಷರು, ಸದಸ್ಯರು ಹಾಗೂ ಕಂದಾಯ ಇಲಾಖೆಯ ಅಧಿಕಾರಿಗಳು ಸ್ಥಳಕ್ಕೆ ಭೇಟಿ ನೀಡಿ ಪರಿಶೀಲನೆ ನಡೆಸಿದರು. ಸಂತ್ರಸ್ತ ಕುಟುಂಬಕ್ಕೆ ಸೂಕ್ತ ಪರಿಹಾರ ನೀಡುವಂತೆ ಸ್ಥಳೀಯರು ಆಗ್ರಹಿಸಿದ್ದಾರೆ. ಈ ಸಂದರ್ಭದಲ್ಲಿ ಪಂಚಾಯತ ಸದಸ್ಯರು, ಗ್ರಾಮಸ್ಥರು ಹಾಗೂ ಕಾರ್ಯಕರ್ತರು ಉಪಸ್ಥಿತರಿದ್ದರು. ಅತಿವೃಷ್ಟಿಯಿಂದ ಹಾನಿಯಾದ ಮನೆಗಳ ಸಮೀಕ್ಷೆ ನಡೆಸಲಾಗುತ್ತಿದೆ ಎಂದು ಅಧಿಕಾರಿಗಳು ತಿಳಿಸಿದರು.: [45, 427, 317, 595]
reg-dot: [973, 2354, 983, 2364]
bottom-accent-left: [313, 1858, 454, 1871]
kiru-label-2: ಸುದ್ದಿ: [171, 183, 204, 207]
reg-dot: [168, 2354, 178, 2364]
lead-pull-text: ಸೋಂದಾ ಸ್ವರ್ಣವಲ್ಲೀ ಮಹಾಸಂಸ್ಥಾನದ ಯತಿದ್ವಯರ ಚಾತುರ್ಮಾಸ್ಯದ ನಿಮಿತ್ತ ಶಿರಸಿಯ ನಗರ ಭಾಗ, ಕಾರವಾರ ಹಾಗೂ ಮೈಸೂರು ಸೀಮಾ ಪರಿಷತ್ತಿನ ಶಿಷ್ಯರು ಸೇವೆ ಸಲ್ಲಿಸಿದರು.: [893, 652, 1100, 718]
temp-max-label: ಗರಿಷ್ಠ: [1017, 60, 1039, 75]
table-row: ಬೆಟ್ಟೆ: [49, 1639, 150, 1665]
rupali-title: ತಳ ಮಟ್ಟದಿಂದ ಪಕ್ಷ ಸಂಘಟನೆ ಅಗತ್ಯ: ರೂಪಾಲಿ ನಾಯ್ಕ: [777, 1880, 1280, 1912]
table-row: ಕೋಕಾ: [49, 1744, 150, 1770]
bypass-body-1: [51, 1922, 217, 2331]
left-rule-1: [45, 865, 317, 866]
weather-icon: [934, 51, 1004, 122]
tagline: ರಾಷ್ಟ್ರ ಜಾಗೃತಿಯ ದೈನಿಕ: [115, 106, 197, 119]
kiru-photo: [45, 269, 315, 417]
yoga-dateline: ಹೊನ್ನಾವರ:: [342, 1227, 386, 1240]
lead-text-3: ದೇವರಲ್ಲಿ ಭಕ್ತಿ, ಶ್ರದ್ಧೆಯನ್ನು ಬೆಳೆಸಿಕೊಳ್ಳಬೇಕು. ಇದರಿಂದ ಜೀವನದಲ್ಲಿ ಶಾಂತಿ, ನೆಮ್ಮದಿ ದೊರೆಯುತ್ತದೆ. ಬೇಕೆಂದು ಬಯಸುವುದು ಬಿಟ್ಟು ಕರ್ತವ್ಯದಲ್ಲಿ ತೊಡಗಿಕೊಳ್ಳಬೇಕು. ಪ್ರತಿಯೊಬ್ಬರೂ ಒಳ್ಳೆಯ ಕೆಲಸ ಮಾಡುವ ಮೂಲಕ ಸಮಾಜಕ್ಕೆ ಮಾದರಿಯಾಗಬೇಕು ಎಂದರು. ಸಭೆಯಲ್ಲಿ ಸೀಮಾ ಪರಿಷತ್ ಅಧ್ಯಕ್ಷರು, ಪದಾಧಿಕಾರಿಗಳು, ಮಠದ ಆಡಳಿತ ಮಂಡಳಿಯ ಸದಸ್ಯರು ಉಪಸ್ಥಿತರಿದ್ದರು. ಭಕ್ತರು ಶ್ರೀಗಳಿಂದ ಫಲ ಮಂತ್ರಾಕ್ಷತೆ ಸ್ವೀಕರಿಸಿದರು.: [870, 763, 1119, 879]
reg-dot: [570, 2354, 581, 2364]
bypass-photo-1: [227, 1922, 478, 2042]
yoga-title: ಜಗತ್ತೇ ‘ಯೋಗ’ ಒಪ್ಪಿಕೊಂಡಿದೆ: ಭಟ್: [342, 1190, 616, 1215]
gujari-photo: [1138, 1036, 1485, 1175]
temp-max: 28: [1010, 79, 1062, 122]
bypass-dateline: ಯಲ್ಲಾಪುರ:: [51, 1924, 94, 1937]
lead-body-3: [870, 761, 1119, 1148]
rupali-dateline: ಅಂಕೋಲಾ:: [777, 1924, 820, 1937]
table-row: ಬಿಳಿಗೋಟು: [49, 1442, 150, 1468]
gujari-dateline: ಸಿದ್ದಾಪುರ:: [1138, 626, 1175, 638]
temp-divider: [1067, 61, 1068, 125]
yoga-photo: [342, 1615, 765, 1853]
pension-title: ಸರ್ಕಾರಿ ನಿವೃತ್ತ ನೌಕರರ ಸಂಘದಿಂದ ಮನವಿ: [726, 161, 990, 183]
lead-text-1: ಸೋಂದಾ ಸ್ವರ್ಣವಲ್ಲೀ ಮಹಾಸಂಸ್ಥಾನದ ಯತಿದ್ವಯರ ಚಾತುರ್ಮಾಸ್ಯದ ನಿಮಿತ್ತ ಶಿರಸಿಯ ನಗರ ಭಾಗ, ಕಾರವಾರ ಹಾಗೂ ಮೈಸೂರು ಸೀಮಾ ಪರಿಷತ್ತಿನ ಶಿಷ್ಯರು ಸೇವೆ ಸಲ್ಲಿಸಿದರು. ಶ್ರೀಗಂಗಾಧರೇಂದ್ರ ಸರಸ್ವತೀ ಶ್ರೀಗಳು ಹಾಗೂ ಶ್ರೀ ಆನಂದಬೋಧೇಂದ್ರ ಸರಸ್ವತೀ ಶ್ರೀಗಳು ಪಾದುಕಾ ಪೂಜೆ, ಭಿಕ್ಷಾ ಸೇವೆಯನ್ನು ಸ್ವೀಕರಿಸಿದರು. ಬಳಿಕ ಆಶೀರ್ವಚನ ನೀಡಿದ ಶ್ರೀಗಂಗಾಧರೇಂದ್ರ ಸರಸ್ವತೀ ಶ್ರೀಗಳು, ಎಲ್ಲರೂ ದೇವರ ಕಡೆಗೆ ಗಮನ ಹರಿಸಬೇಕು. ದೇವರಲ್ಲಿ ಭಕ್ತಿ, ಶ್ರದ್ಧೆ ಬೆಳೆಸಿಕೊಳ್ಳಬೇಕು. ದೃಢ ನಂಬಿಕೆ ಇದ್ದರೆ ದೇವರು ಕಾಪಾಡುತ್ತಾನೆ. ಇಂದಿನ ಯುವ ಪೀಳಿಗೆ ಅಧ್ಯಾತ್ಮದ ಕಡೆಗೆ ಒಲವು ತೋರಬೇಕು. ಇಲ್ಲದಿದ್ದರೆ ಸಂಸ್ಕಾರ ಮರೆಯಾಗುವ ಅಪಾಯವಿದೆ. ಮಕ್ಕಳಿಗೆ ಬಾಲ್ಯದಿಂದಲೇ ಸಂಸ್ಕಾರ ನೀಡಬೇಕು. ಆಯುಷ್ಯವನ್ನು ಸಾರ್ಥಕಗೊಳಿಸಿಕೊಳ್ಳಲು ಸತ್ಕರ್ಮಗಳನ್ನು ಮಾಡಬೇಕು. ಕಾಮ, ಕ್ರೋಧ, ಲೋಭ, ಮೋಹಗಳನ್ನು ಬಿಟ್ಟು ಆತ್ಮೋನ್ನತಿಗೆ ಪ್ರಯತ್ನಿಸಬೇಕು. ಮನುಷ್ಯ ಜೀವನ ಅಮೂಲ್ಯವಾದದ್ದು. ಅದನ್ನು ವ್ಯರ್ಥ ಮಾಡದೆ ಸದುಪಯೋಗಪಡಿಸಿಕೊಳ್ಳಬೇಕು ಎಂದರು.: [348, 645, 595, 882]
reg-dot: [1330, 2354, 1340, 2364]
lead-text-2: ಆತಿಯಾದ ಅಭಿಮಾನವನ್ನು ಪ್ರಯತ್ನ ಹಾಕಿ ಕಡಿಮೆ ಮಾಡಿಕೊಳ್ಳಬೇಕು. ದೀರ್ಘ ಆಯುಷ್ಯಕ್ಕೆ ಆರು ವೈರಿಗಳಿವೆ. ಅವುಗಳನ್ನು ನಿಯಂತ್ರಣದಲ್ಲಿಟ್ಟು ಬದುಕಬೇಕು. ಸತ್ಸಂಗ, ಸಜ್ಜನರ ಒಡನಾಟ ನಮ್ಮನ್ನು ಎತ್ತರಕ್ಕೆ ಕೊಂಡೊಯ್ಯುತ್ತದೆ. ಶಿಷ್ಯರು ಭಕ್ತಿಯಿಂದ ಸೇವೆ ಸಲ್ಲಿಸಬೇಕು ಎಂದು ಅವರು ಹೇಳಿದರು.: [607, 1035, 857, 1117]
table-row: ಚಾಲಿ: [49, 1717, 150, 1744]
city: ಹುಬ್ಬಳ್ಳಿ: [1375, 134, 1406, 150]
place: ಶಿರಸಿ: [49, 1389, 150, 1415]
reg-dot: [196, 2354, 206, 2364]
date: 29 ಜುಲೈ 2025: [1324, 105, 1421, 123]
tree-title: ವಿಪರೀತ ಗಾಳಿಗೆ ಧರೆಗುರುಳಿದ ಮರ: [781, 1509, 1013, 1533]
lead-quote-text: ಅತಿಯಾದ ಅಭಿಮಾನ ಮತ್ತಷ್ಟು ಬೆಳೆಸಬಾರದು. ನಿಯಂತ್ರಣ ಸಾಧಿಸಬೇಕು. ಆಸೆಗಳನ್ನು ಪ್ರಯೋಜನಗಳನ್ನು ಕಾಣಬೇಕು. ಸತ್ಕರ್ಮ ಆಚರಣೆ ತುಂಬಿದ ಸೇವೆ ಆತನನ್ನು ಧನ್ಯನನ್ನಾಗಿಸುತ್ತದೆ.: [665, 862, 846, 925]
bypass-body-2: [227, 2050, 755, 2331]
section-title: ಉತ್ತರ ಕನ್ನಡ: [575, 59, 850, 136]
swachh-dateline: ಮುಂಡಗೋಡ:: [45, 904, 98, 917]
reg-dot: [1358, 2354, 1368, 2364]
bottom-accent-right: [1036, 1858, 1177, 1871]
table-row: ರಾಶಿ: [49, 1520, 150, 1547]
pension-text: ಕೇಂದ್ರ ಸರ್ಕಾರ ರಚನೆ ಮಾಡಿರುವ 8 ನೇ ವೇತನ ಆಯೋಗದಲ್ಲಿ ಕೇಂದ್ರ ಸರ್ಕಾರದ ನೌಕರರ ಪಿಂಚಣಿ ಮತ್ತಿತರ ಸೌಲಭ್ಯಗಳನ್ನು ಕಡಿತಗೊಳಿಸಲಾಗಿದೆ ಎನ್ನಲಾಗಿದ್ದು, ಇದನ್ನು ವಿರೋಧಿಸಿ ಕರ್ನಾಟಕ ರಾಜ್ಯ ಸರ್ಕಾರಿ ನಿವೃತ್ತ ನೌಕರರ ಸಂಘದ ಅಂಕೋಲಾ ಘಟಕದ ವತಿಯಿಂದ ತಹಶೀಲ್ದಾರ್ ಮುಖಾಂತರ ಪ್ರಧಾನ ಮಂತ್ರಿಗಳಿಗೆ ಮನವಿ ಸಲ್ಲಿಸಲಾಯಿತು. ಕೇಂದ್ರ ಸರ್ಕಾರ ತನ್ನ ನೌಕರರಿಗೆ 8 ನೇ ವೇತನ ಆಯೋಗವನ್ನು ರಚಿಸಿದ್ದು ಪ್ರಕಾರ ಜನವರಿ 1, 2026 ರ ನಂತರ ನಿವೃತ್ತರಾದ ನೌಕರರಿಗೆ ಮಾತ್ರ ಪರಿಷ್ಕೃತ ಪಿಂಚಣಿ ಅನ್ವಯವಾಗಲಿದೆ ಎಂಬ ಅಂಶ ಸೇರಿಸಿರುವುದು ಅನ್ಯಾಯವಾಗಿದೆ. ಈ ಮೊದಲಿನ ನಿವೃತ್ತರಿಗೂ ಸಮಾನ ಸೌಲಭ್ಯ ನೀಡಬೇಕು. ಕೂಡಲೇ ಈ ತಾರತಮ್ಯ ನೀತಿಯನ್ನು ಕೈಬಿಡಬೇಕು ಎಂದು ಆಗ್ರಹಿಸಲಾಯಿತು. ತಹಶೀಲ್ದಾರ್ ಮನವಿ ಸ್ವೀಕರಿಸಿದರು. ಸಂಘದ ಅಧ್ಯಕ್ಷರು, ಕಾರ್ಯದರ್ಶಿ, ಪದಾಧಿಕಾರಿಗಳು ಹಾಗೂ ನಿವೃತ್ತ ನೌಕರರು ಉಪಸ್ಥಿತರಿದ್ದರು.: [716, 197, 1119, 331]
